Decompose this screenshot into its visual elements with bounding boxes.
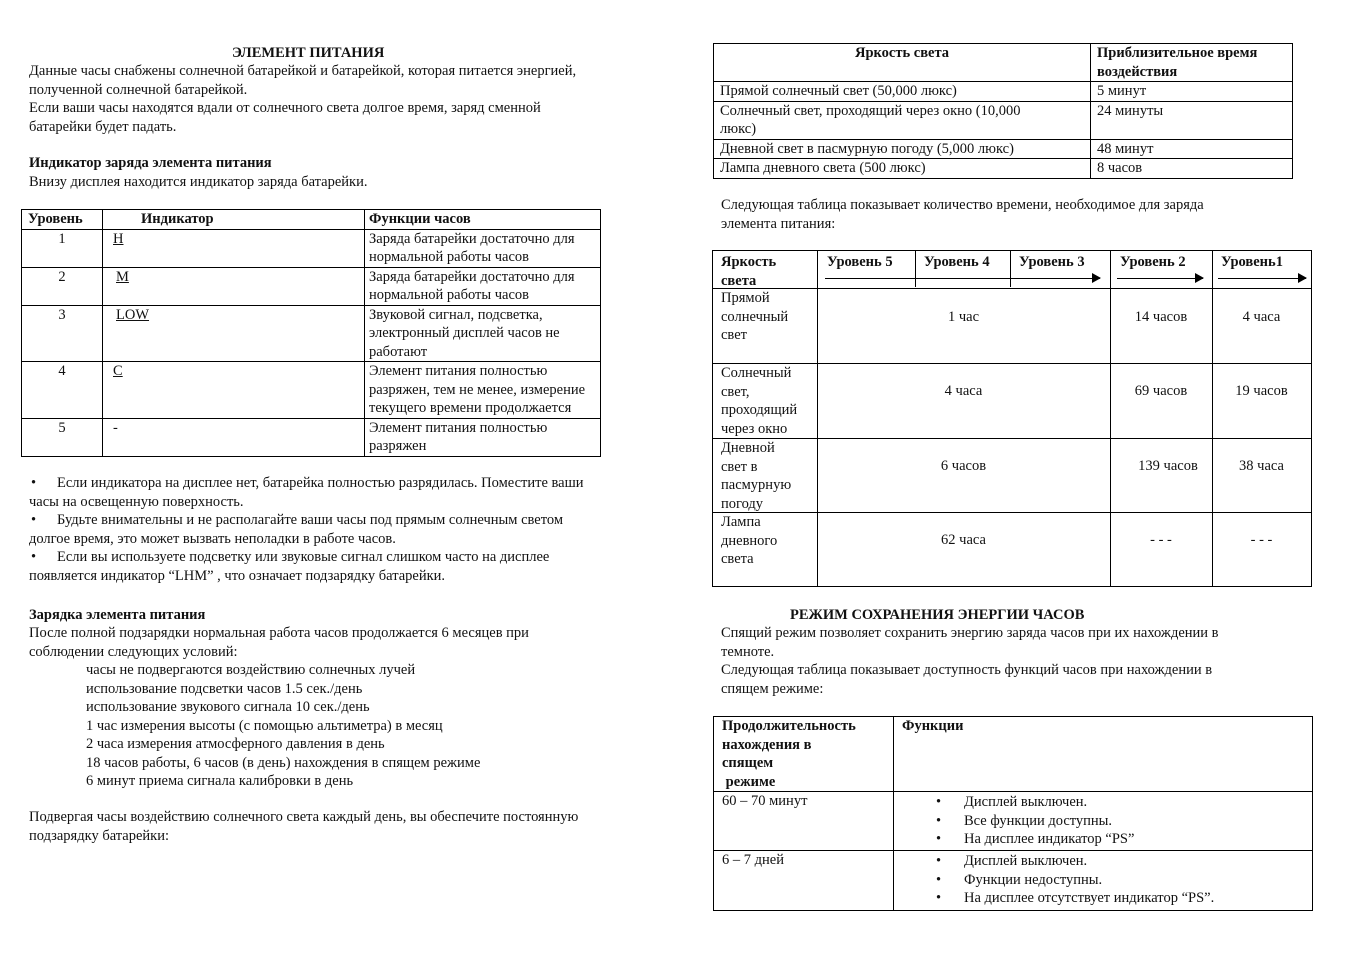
- time-cell: 5 минут: [1091, 82, 1293, 102]
- text-line: полученной солнечной батарейкой.: [29, 81, 248, 98]
- light-cell: [721, 364, 797, 438]
- function-cell: [365, 267, 601, 305]
- level-2-header: Уровень 2: [1120, 254, 1186, 270]
- list-item: • Функции недоступны.: [898, 871, 1308, 890]
- header-line: нахождения в: [722, 736, 812, 753]
- cell-line: через окно: [721, 420, 788, 437]
- cell-line: проходящий: [721, 402, 798, 418]
- level-2-cell: 69 часов: [1134, 383, 1188, 399]
- arrow-icon: [1218, 278, 1306, 279]
- function-cell: [365, 229, 601, 267]
- function-cell: [365, 362, 601, 419]
- text-line: • Если вы используете подсветку или звуковые сигнал слишком часто на дисплее: [57, 549, 550, 565]
- brightness-table: [713, 43, 1293, 179]
- header-line: режиме: [722, 773, 776, 790]
- functions-header: Функции: [894, 717, 1313, 792]
- header-line: Продолжительность: [722, 718, 856, 734]
- list-item: использование звукового сигнала 10 сек./день: [86, 699, 370, 715]
- level-1-header: Уровень1: [1221, 254, 1283, 270]
- level-table: [21, 209, 601, 457]
- levels-5-3-cell: 62 часа: [941, 532, 986, 548]
- table-row: [714, 159, 1293, 179]
- text-line: После полной подзарядки нормальная работа часов продолжается 6 месяцев при: [29, 625, 529, 641]
- cell-line: Элемент питания полностью: [369, 419, 548, 436]
- time-cell: 48 минут: [1091, 139, 1293, 159]
- charging-paragraph: [29, 624, 669, 661]
- duration-cell: 60 – 70 минут: [714, 792, 894, 851]
- arrow-icon: [1117, 278, 1203, 279]
- list-item: 18 часов работы, 6 часов (в день) нахождения в спящем режиме: [86, 754, 481, 771]
- levels-5-3-cell: 4 часа: [944, 383, 983, 399]
- table-row: [22, 362, 601, 419]
- cell-line: Солнечный: [721, 365, 792, 381]
- header-line: спящем: [722, 755, 774, 771]
- header-line: Яркость: [721, 254, 777, 270]
- intro-paragraph: [29, 62, 669, 136]
- cell-line: Заряда батарейки достаточно для: [369, 268, 575, 285]
- level-1-cell: 19 часов: [1235, 383, 1288, 399]
- cell-line: нормальной работы часов: [369, 249, 530, 265]
- text-line: долгое время, это может вызвать неполадки в работе часов.: [29, 530, 396, 547]
- cell-line: разряжен, тем не менее, измерение: [369, 381, 586, 398]
- list-item: • Дисплей выключен.: [898, 852, 1308, 871]
- table-row: [714, 101, 1293, 139]
- cell-line: свет: [721, 327, 747, 343]
- indicator-value: -: [113, 419, 118, 436]
- cell-line: дневного: [721, 532, 778, 549]
- levels-5-3-cell: 1 час: [947, 309, 980, 325]
- table-row: [22, 267, 601, 305]
- list-item: [17, 548, 657, 567]
- time-header: [1091, 44, 1293, 82]
- header-line: воздействия: [1097, 63, 1178, 80]
- functions-cell: [894, 851, 1313, 911]
- text-line: батарейки будет падать.: [29, 118, 177, 135]
- sleep-table: [713, 716, 1313, 911]
- table-row: [714, 851, 1313, 911]
- cell-line: Заряда батарейки достаточно для: [369, 230, 575, 247]
- level-2-cell: 14 часов: [1134, 309, 1188, 325]
- levels-5-3-cell: 6 часов: [940, 458, 987, 474]
- list-item: • Дисплей выключен.: [898, 793, 1308, 812]
- section-title-power: ЭЛЕМЕНТ ПИТАНИЯ: [232, 45, 385, 61]
- cell-line: погоду: [721, 495, 764, 512]
- text-line: Следующая таблица показывает доступность функций часов при нахождении в: [721, 662, 1213, 678]
- text-line: Подвергая часы воздействию солнечного света каждый день, вы обеспечите постоянную: [29, 809, 579, 825]
- list-item: • На дисплее отсутствует индикатор “PS”.: [898, 889, 1308, 908]
- text-line: темноте.: [721, 643, 775, 660]
- charge-intro: [721, 196, 1321, 233]
- level-cell: 4: [22, 362, 103, 419]
- text-line: • Если индикатора на дисплее нет, батарейка полностью разрядилась. Поместите ваши: [57, 475, 584, 491]
- level-cell: 1: [22, 229, 103, 267]
- indicator-value: H: [113, 230, 124, 247]
- indicator-value: M: [116, 268, 129, 285]
- indicator-text: Внизу дисплея находится индикатор заряда батарейки.: [29, 174, 368, 190]
- level-cell: 3: [22, 305, 103, 362]
- text-line: Данные часы снабжены солнечной батарейкой и батарейкой, которая питается энергией,: [29, 63, 577, 79]
- cell-line: нормальной работы часов: [369, 287, 530, 303]
- light-cell: Лампа дневного света (500 люкс): [714, 159, 1091, 179]
- header-line: Приблизительное время: [1097, 45, 1258, 61]
- table-row: [714, 792, 1313, 851]
- indicator-cell: [103, 267, 365, 305]
- light-cell: [721, 439, 791, 513]
- cell-line: Дневной: [721, 440, 775, 456]
- level-2-cell: - - -: [1150, 532, 1172, 548]
- time-cell: 24 минуты: [1091, 101, 1293, 139]
- cell-line: люкс): [720, 121, 757, 137]
- functions-list: [898, 852, 1308, 908]
- light-cell: Дневной свет в пасмурную погоду (5,000 люкс): [714, 139, 1091, 159]
- table-row: [22, 229, 601, 267]
- cell-line: света: [721, 551, 754, 567]
- text-line: спящем режиме:: [721, 680, 824, 697]
- list-item: 1 час измерения высоты (с помощью альтиметра) в месяц: [86, 717, 443, 734]
- list-item: [17, 511, 657, 530]
- indicator-cell: [103, 229, 365, 267]
- text-line: Если ваши часы находятся вдали от солнечного света долгое время, заряд сменной: [29, 100, 541, 116]
- text-line: • Будьте внимательны и не располагайте ваши часы под прямым солнечным светом: [57, 512, 563, 528]
- table-row: [22, 305, 601, 362]
- indicator-cell: [103, 305, 365, 362]
- arrow-icon: [825, 278, 1100, 279]
- text-line: часы на освещенную поверхность.: [29, 493, 244, 510]
- light-cell: Прямой солнечный свет (50,000 люкс): [714, 82, 1091, 102]
- cell-line: свет в: [721, 458, 758, 475]
- text-line: подзарядку батарейки:: [29, 827, 169, 844]
- level-cell: 2: [22, 267, 103, 305]
- text-line: Спящий режим позволяет сохранить энергию заряда часов при их нахождении в: [721, 625, 1219, 641]
- cell-line: электронный дисплей часов не: [369, 325, 560, 341]
- light-cell: [714, 101, 1091, 139]
- charge-table: [712, 250, 1312, 587]
- cell-line: пасмурную: [721, 477, 792, 493]
- light-header: Яркость света: [714, 44, 1091, 82]
- indicator-value: C: [113, 363, 123, 379]
- table-row: [22, 418, 601, 456]
- function-cell: [365, 305, 601, 362]
- list-item: 6 минут приема сигнала калибровки в день: [86, 773, 354, 789]
- list-item: • Все функции доступны.: [898, 812, 1308, 831]
- level-2-cell: 139 часов: [1138, 458, 1198, 474]
- indicator-header: Индикатор: [103, 210, 365, 230]
- light-cell: [721, 289, 788, 345]
- closing-paragraph: [29, 808, 669, 845]
- indicator-cell: [103, 418, 365, 456]
- indicator-value: LOW: [116, 306, 150, 323]
- level-4-header: Уровень 4: [924, 254, 990, 270]
- function-cell: [365, 418, 601, 456]
- list-item: часы не подвергаются воздействию солнечных лучей: [86, 662, 416, 678]
- light-cell: [721, 513, 777, 569]
- time-cell: 8 часов: [1091, 159, 1293, 179]
- sleep-title: РЕЖИМ СОХРАНЕНИЯ ЭНЕРГИИ ЧАСОВ: [790, 607, 1085, 623]
- charging-heading: Зарядка элемента питания: [29, 607, 206, 623]
- level-5-header: Уровень 5: [827, 254, 893, 270]
- level-3-header: Уровень 3: [1019, 254, 1085, 270]
- cell-line: Звуковой сигнал, подсветка,: [369, 306, 543, 323]
- text-line: соблюдении следующих условий:: [29, 643, 238, 660]
- indicator-cell: [103, 362, 365, 419]
- conditions-list: [86, 661, 646, 791]
- list-item: • На дисплее индикатор “PS”: [898, 830, 1308, 849]
- table-row: [714, 139, 1293, 159]
- list-item: [17, 474, 657, 493]
- corner-header: [721, 253, 776, 290]
- cell-line: текущего времени продолжается: [369, 400, 572, 416]
- functions-list: [898, 793, 1308, 849]
- text-line: Следующая таблица показывает количество времени, необходимое для заряда: [721, 197, 1204, 213]
- cell-line: разряжен: [369, 438, 427, 454]
- cell-line: работают: [369, 343, 428, 360]
- cell-line: Элемент питания полностью: [369, 363, 548, 379]
- text-line: элемента питания:: [721, 215, 836, 232]
- text-line: появляется индикатор “LHM” , что означает подзарядку батарейки.: [29, 567, 446, 584]
- header-line: света: [721, 272, 757, 289]
- level-1-cell: 4 часа: [1242, 309, 1281, 325]
- function-header: Функции часов: [365, 210, 601, 230]
- cell-line: Лампа: [721, 514, 761, 530]
- level-1-cell: - - -: [1250, 532, 1273, 548]
- level-1-cell: 38 часа: [1239, 458, 1284, 474]
- cell-line: Прямой: [721, 290, 770, 306]
- level-header: Уровень: [22, 210, 103, 230]
- list-item: использование подсветки часов 1.5 сек./день: [86, 680, 363, 697]
- duration-cell: 6 – 7 дней: [714, 851, 894, 911]
- level-cell: 5: [22, 418, 103, 456]
- list-item: 2 часа измерения атмосферного давления в день: [86, 736, 385, 752]
- indicator-heading: Индикатор заряда элемента питания: [29, 155, 272, 171]
- duration-header: [714, 717, 894, 792]
- cell-line: свет,: [721, 383, 750, 400]
- sleep-paragraph: [721, 624, 1321, 698]
- battery-notes-list: [17, 474, 657, 585]
- table-row: [714, 82, 1293, 102]
- cell-line: Солнечный свет, проходящий через окно (10,000: [720, 102, 1021, 119]
- functions-cell: [894, 792, 1313, 851]
- cell-line: солнечный: [721, 308, 789, 325]
